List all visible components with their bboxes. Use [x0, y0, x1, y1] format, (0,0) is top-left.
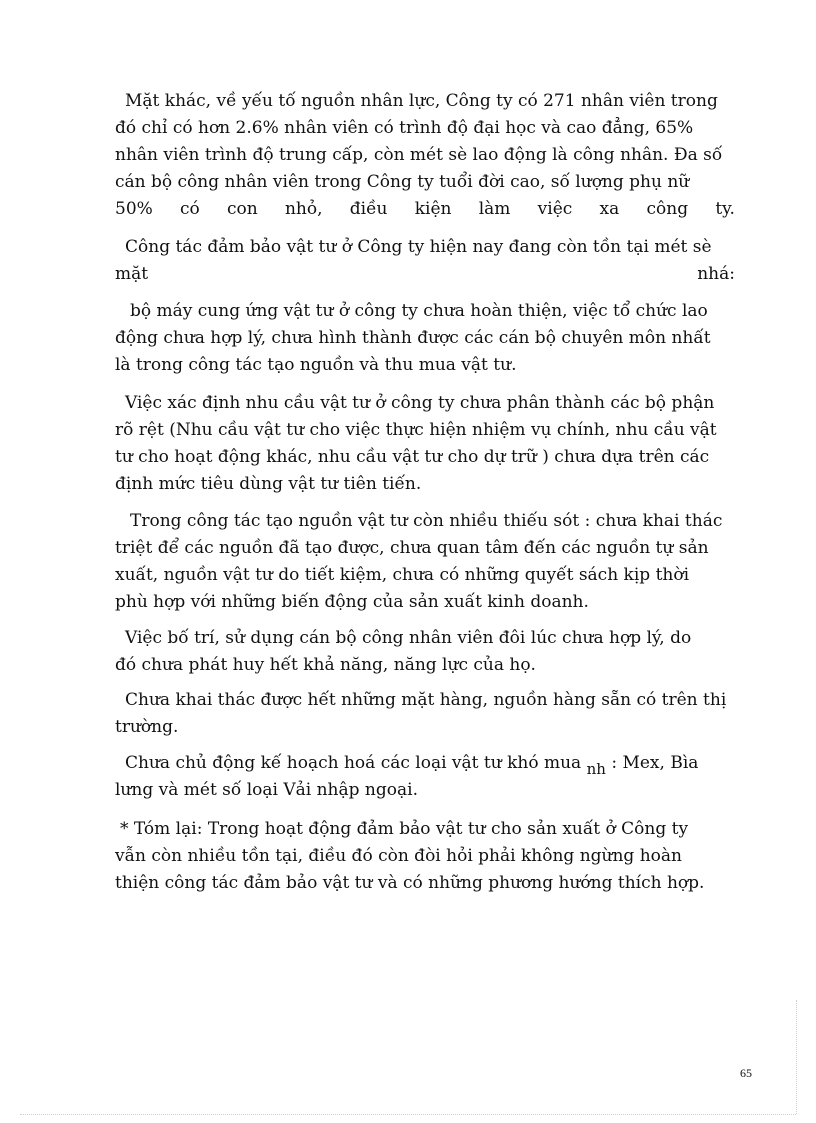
- paragraph-supply-work: [115, 234, 735, 288]
- text-line: trường.: [115, 717, 179, 737]
- paragraph-market-exploitation: [115, 687, 735, 741]
- text-line: thiện công tác đảm bảo vật tư và có những phương hướng thích hợp.: [115, 873, 705, 893]
- text-line: bộ máy cung ứng vật tư ở công ty chưa hoàn thiện, việc tổ chức lao: [130, 301, 708, 321]
- text-line-justified: [115, 261, 735, 288]
- text-line-justified: [115, 196, 735, 223]
- text-line: lưng và mét số loại Vải nhập ngoại.: [115, 780, 418, 800]
- text-segment: : Mex, Bìa: [611, 753, 699, 773]
- text-line: Công tác đảm bảo vật tư ở Công ty hiện nay đang còn tồn tại mét sè: [125, 237, 712, 257]
- word: có: [180, 199, 200, 219]
- word: việc: [537, 199, 573, 219]
- text-line: nhân viên trình độ trung cấp, còn mét sè lao động là công nhân. Đa số: [115, 145, 723, 165]
- word: kiện: [414, 199, 452, 219]
- text-line: là trong công tác tạo nguồn và thu mua vật tư.: [115, 355, 517, 375]
- paragraph-workforce: [115, 88, 735, 223]
- word: xa: [599, 199, 620, 219]
- word: nhỏ,: [284, 199, 323, 219]
- word: công: [646, 199, 689, 219]
- text-line: triệt để các nguồn đã tạo được, chưa quan tâm đến các nguồn tự sản: [115, 538, 709, 558]
- word: nhá:: [697, 264, 735, 284]
- word: mặt: [115, 264, 149, 284]
- text-line: Chưa khai thác được hết những mặt hàng, nguồn hàng sẵn có trên thị: [125, 690, 727, 710]
- text-line: [115, 750, 735, 777]
- subscript-text: nh: [586, 760, 606, 778]
- text-line: Mặt khác, về yếu tố nguồn nhân lực, Công ty có 271 nhân viên trong: [125, 91, 718, 111]
- text-line: vẫn còn nhiều tồn tại, điều đó còn đòi hỏi phải không ngừng hoàn: [115, 846, 682, 866]
- text-line: phù hợp với những biến động của sản xuất kinh doanh.: [115, 592, 589, 612]
- paragraph-staff-allocation: [115, 625, 735, 679]
- text-line: cán bộ công nhân viên trong Công ty tuổi đời cao, số lượng phụ nữ: [115, 172, 690, 192]
- text-line: định mức tiêu dùng vật tư tiên tiến.: [115, 474, 422, 494]
- text-line: Việc xác định nhu cầu vật tư ở công ty chưa phân thành các bộ phận: [125, 393, 715, 413]
- text-line: tư cho hoạt động khác, nhu cầu vật tư cho dự trữ ) chưa dựa trên các: [115, 447, 710, 467]
- word: ty.: [715, 199, 735, 219]
- word: con: [227, 199, 258, 219]
- paragraph-procurement-apparatus: [115, 298, 735, 379]
- paragraph-summary: [115, 816, 735, 897]
- paragraph-demand-determination: [115, 390, 735, 498]
- paragraph-planning: [115, 750, 735, 804]
- text-line: xuất, nguồn vật tư do tiết kiệm, chưa có những quyết sách kịp thời: [115, 565, 690, 585]
- word: 50%: [115, 199, 153, 219]
- text-line: Việc bố trí, sử dụng cán bộ công nhân viên đôi lúc chưa hợp lý, do: [125, 628, 692, 648]
- page-number: 65: [740, 1066, 752, 1080]
- text-line: đó chỉ có hơn 2.6% nhân viên có trình độ đại học và cao đẳng, 65%: [115, 118, 694, 138]
- text-line: rõ rệt (Nhu cầu vật tư cho việc thực hiện nhiệm vụ chính, nhu cầu vật: [115, 420, 717, 440]
- word: điều: [349, 199, 388, 219]
- paragraph-sourcing-shortcomings: [115, 508, 735, 616]
- text-line: * Tóm lại: Trong hoạt động đảm bảo vật tư cho sản xuất ở Công ty: [120, 819, 689, 839]
- margin-divider: [796, 1000, 797, 1114]
- text-segment: Chưa chủ động kế hoạch hoá các loại vật tư khó mua: [125, 753, 582, 773]
- footer-divider: [20, 1114, 796, 1115]
- text-line: động chưa hợp lý, chưa hình thành được các cán bộ chuyên môn nhất: [115, 328, 711, 348]
- word: làm: [478, 199, 511, 219]
- text-line: Trong công tác tạo nguồn vật tư còn nhiều thiếu sót : chưa khai thác: [130, 511, 723, 531]
- text-line: đó chưa phát huy hết khả năng, năng lực của họ.: [115, 655, 536, 675]
